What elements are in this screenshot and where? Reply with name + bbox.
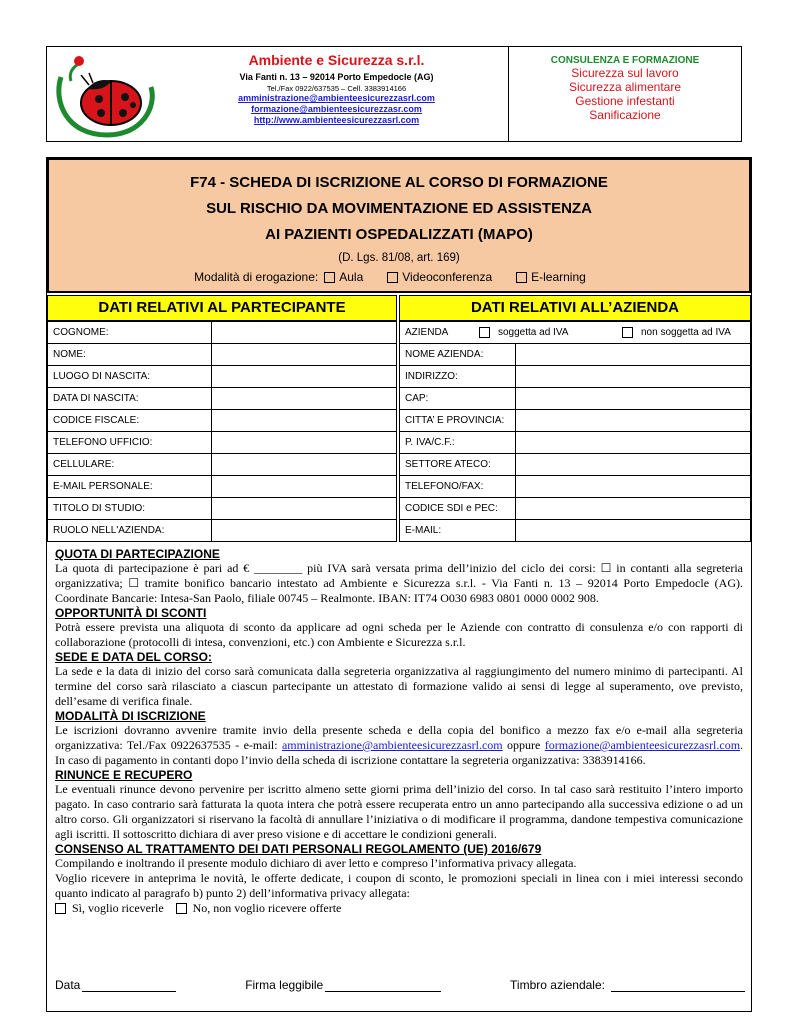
letterhead [46, 46, 742, 142]
form-title-line-2: SUL RISCHIO DA MOVIMENTAZIONE ED ASSISTENZA [206, 200, 592, 217]
azienda-label: AZIENDA [405, 327, 449, 338]
field-input[interactable] [516, 388, 751, 410]
table-row [400, 388, 751, 410]
field-input[interactable] [212, 454, 397, 476]
form-title-box [47, 158, 751, 293]
field-input[interactable] [212, 520, 397, 542]
consent-options [55, 901, 743, 916]
field-input[interactable] [212, 344, 397, 366]
field-label: TELEFONO/FAX: [400, 476, 516, 498]
registration-form [46, 157, 752, 1012]
signature-row [55, 978, 745, 992]
field-input[interactable] [516, 366, 751, 388]
service-item: Sicurezza sul lavoro [571, 66, 679, 80]
stamp-field[interactable] [510, 978, 745, 992]
modality-option-video[interactable]: Videoconferenza [387, 270, 492, 284]
table-row [48, 454, 397, 476]
field-input[interactable] [516, 432, 751, 454]
field-label: NOME: [48, 344, 212, 366]
field-input[interactable] [212, 388, 397, 410]
table-row [400, 410, 751, 432]
participant-table [47, 321, 397, 542]
field-input[interactable] [212, 322, 397, 344]
table-row [400, 322, 751, 344]
field-label: E-MAIL: [400, 520, 516, 542]
field-input[interactable] [516, 498, 751, 520]
ladybug-logo [47, 47, 165, 141]
signature-field[interactable] [245, 978, 441, 992]
consent-yes-checkbox[interactable] [55, 903, 66, 914]
table-row [48, 498, 397, 520]
azienda-iva-row [400, 322, 751, 344]
consenso-text-1: Compilando e inoltrando il presente modulo dichiaro di aver letto e compreso l’informativa privacy allegata. [55, 856, 577, 870]
service-item: Gestione infestanti [575, 94, 675, 108]
field-input[interactable] [516, 476, 751, 498]
field-input[interactable] [516, 520, 751, 542]
consent-no-label: No, non voglio ricevere offerte [192, 901, 342, 915]
field-label: CELLULARE: [48, 454, 212, 476]
field-label: COGNOME: [48, 322, 212, 344]
field-label: TELEFONO UFFICIO: [48, 432, 212, 454]
rinunce-heading: RINUNCE E RECUPERO [55, 768, 193, 782]
table-row [400, 520, 751, 542]
table-row [48, 520, 397, 542]
modality-option-elearning[interactable]: E-learning [516, 270, 586, 284]
website-link[interactable]: http://www.ambienteesicurezzasrl.com [253, 115, 420, 125]
quota-text: La quota di partecipazione è pari ad € ________ più IVA sarà versata prima dell’inizio del ciclo dei corsi: ☐ in contanti alla segreteria organizzativa; ☐ tramite bonifico bancario intestato ad Ambiente e Sicurezza s.r.l. - Via Fanti n. 13 – 92014 Porto Empedocle (AG). Coordinate Bancarie: Intesa-San Paolo, filiale 00745 – Realmonte. IBAN: IT74 O030 6983 0801 0000 0002 908. [55, 561, 743, 605]
field-label: NOME AZIENDA: [400, 344, 516, 366]
date-line[interactable] [82, 980, 176, 992]
signature-line[interactable] [325, 980, 441, 992]
table-row [400, 476, 751, 498]
quota-heading: QUOTA DI PARTECIPAZIONE [55, 547, 220, 561]
field-label: CAP: [400, 388, 516, 410]
stamp-label: Timbro aziendale: [510, 978, 605, 992]
date-field[interactable] [55, 978, 176, 992]
admin-email-link[interactable]: amministrazione@ambienteesicurezzasrl.com [281, 738, 503, 752]
field-input[interactable] [212, 366, 397, 388]
field-label: DATA DI NASCITA: [48, 388, 212, 410]
iscrizione-heading: MODALITÀ DI ISCRIZIONE [55, 709, 206, 723]
field-input[interactable] [516, 410, 751, 432]
table-row [48, 366, 397, 388]
form-title-line-1: F74 - SCHEDA DI ISCRIZIONE AL CORSO DI FORMAZIONE [190, 174, 608, 191]
company-email-link[interactable]: amministrazione@ambienteesicurezzasrl.com [238, 93, 435, 103]
table-row [48, 322, 397, 344]
company-phone: Tel./Fax 0922/637535 – Cell. 3383914166 [266, 84, 407, 93]
table-row [400, 454, 751, 476]
field-label: SETTORE ATECO: [400, 454, 516, 476]
table-row [400, 344, 751, 366]
services-title: CONSULENZA E FORMAZIONE [550, 55, 700, 66]
field-input[interactable] [516, 454, 751, 476]
company-name: Ambiente e Sicurezza s.r.l. [248, 52, 425, 68]
sconti-heading: OPPORTUNITÀ DI SCONTI [55, 606, 207, 620]
field-label: CODICE FISCALE: [48, 410, 212, 432]
company-section-heading: DATI RELATIVI ALL’AZIENDA [399, 295, 751, 321]
field-label: RUOLO NELL'AZIENDA: [48, 520, 212, 542]
participant-section-heading: DATI RELATIVI AL PARTECIPANTE [47, 295, 397, 321]
field-label: TITOLO DI STUDIO: [48, 498, 212, 520]
field-input[interactable] [516, 344, 751, 366]
table-row [400, 432, 751, 454]
field-input[interactable] [212, 410, 397, 432]
field-label: P. IVA/C.F.: [400, 432, 516, 454]
field-label: CITTA’ E PROVINCIA: [400, 410, 516, 432]
date-label: Data [55, 978, 81, 992]
field-label: CODICE SDI e PEC: [400, 498, 516, 520]
checkbox[interactable] [516, 272, 527, 283]
field-input[interactable] [212, 432, 397, 454]
service-item: Sicurezza alimentare [568, 80, 682, 94]
iscrizione-text: Le iscrizioni dovranno avvenire tramite invio della presente scheda e della copia del bonifico a mezzo fax e/o e-mail alla segreteria organizzativa: Tel./Fax 0922637535 - e-mail: amministrazione@ambienteesicurezzasrl.com oppure formazione@ambienteesicurezzasrl.com. In caso di pagamento in contanti dopo l’invio della scheda di iscrizione contattare la segreteria organizzativa: 3383914166. [55, 723, 744, 767]
field-input[interactable] [212, 476, 397, 498]
table-row [48, 344, 397, 366]
signature-label: Firma leggibile [245, 978, 324, 992]
iva-no-label: non soggetta ad IVA [641, 327, 731, 338]
iva-yes-checkbox[interactable] [479, 327, 490, 338]
company-table [399, 321, 751, 542]
checkbox[interactable] [387, 272, 398, 283]
law-reference: (D. Lgs. 81/08, art. 169) [338, 252, 460, 264]
consent-no-checkbox[interactable] [176, 903, 187, 914]
field-input[interactable] [212, 498, 397, 520]
iva-no-checkbox[interactable] [622, 327, 633, 338]
table-row [48, 432, 397, 454]
field-label: LUOGO DI NASCITA: [48, 366, 212, 388]
field-label: E-MAIL PERSONALE: [48, 476, 212, 498]
modality-row [49, 270, 749, 284]
service-item: Sanificazione [589, 108, 661, 122]
company-address: Via Fanti n. 13 – 92014 Porto Empedocle (AG) [239, 72, 434, 82]
training-email-link[interactable]: formazione@ambienteesicurezzasr.com [251, 104, 422, 114]
consent-yes-label: Sì, voglio riceverle [72, 901, 164, 915]
training-email-link[interactable]: formazione@ambienteesicurezzasrl.com [544, 738, 741, 752]
field-label: INDIRIZZO: [400, 366, 516, 388]
table-row [400, 366, 751, 388]
modality-option-aula[interactable]: Aula [324, 270, 363, 284]
rinunce-text: Le eventuali rinunce devono pervenire per iscritto almeno sette giorni prima dell’inizio del corso. In tal caso sarà restituito l’intero importo pagato. In caso contrario sarà fatturata la quota intera che potrà essere recuperata entro un anno partecipando alla successiva edizione o ad un altro corso. Gli organizzatori si riservano la facoltà di annullare l’iniziativa o di modificare il programma, dandone tempestiva comunicazione agli iscritti. Il sottoscritto dichiara di aver preso visione e di accettare le condizioni generali. [55, 782, 743, 841]
table-row [48, 388, 397, 410]
company-info [165, 47, 508, 141]
table-row [48, 476, 397, 498]
services-list [508, 47, 741, 141]
form-title-line-3: AI PAZIENTI OSPEDALIZZATI (MAPO) [265, 226, 533, 243]
sede-text: La sede e la data di inizio del corso sarà comunicata dalla segreteria organizzativa al raggiungimento del numero minimo di partecipanti. Al termine del corso sarà rilasciato a ciascun partecipante un attestato di formazione valido ai sensi di legge al superamento, ove previsto, dell’esame di verifica finale. [55, 664, 743, 708]
consenso-heading: CONSENSO AL TRATTAMENTO DEI DATI PERSONALI REGOLAMENTO (UE) 2016/679 [55, 842, 542, 856]
iva-yes-label: soggetta ad IVA [498, 327, 569, 338]
sede-heading: SEDE E DATA DEL CORSO: [55, 650, 212, 664]
consenso-text-2: Voglio ricevere in anteprima le novità, le offerte dedicate, i coupon di sconto, le promozioni speciali in linea con i miei interessi secondo quanto indicato al paragrafo b) punto 2) dell’informativa privacy allegata: [55, 871, 743, 900]
modality-label: Modalità di erogazione: [194, 270, 319, 284]
checkbox[interactable] [324, 272, 335, 283]
sconti-text: Potrà essere prevista una aliquota di sconto da applicare ad ogni scheda per le Aziende con contratto di consulenza e/o con rapporti di collaborazione (protocolli di intesa, convenzioni, etc.) con Ambiente e Sicurezza s.r.l. [55, 620, 743, 649]
stamp-line[interactable] [611, 980, 745, 992]
table-row [48, 410, 397, 432]
terms-body [55, 547, 743, 916]
table-row [400, 498, 751, 520]
